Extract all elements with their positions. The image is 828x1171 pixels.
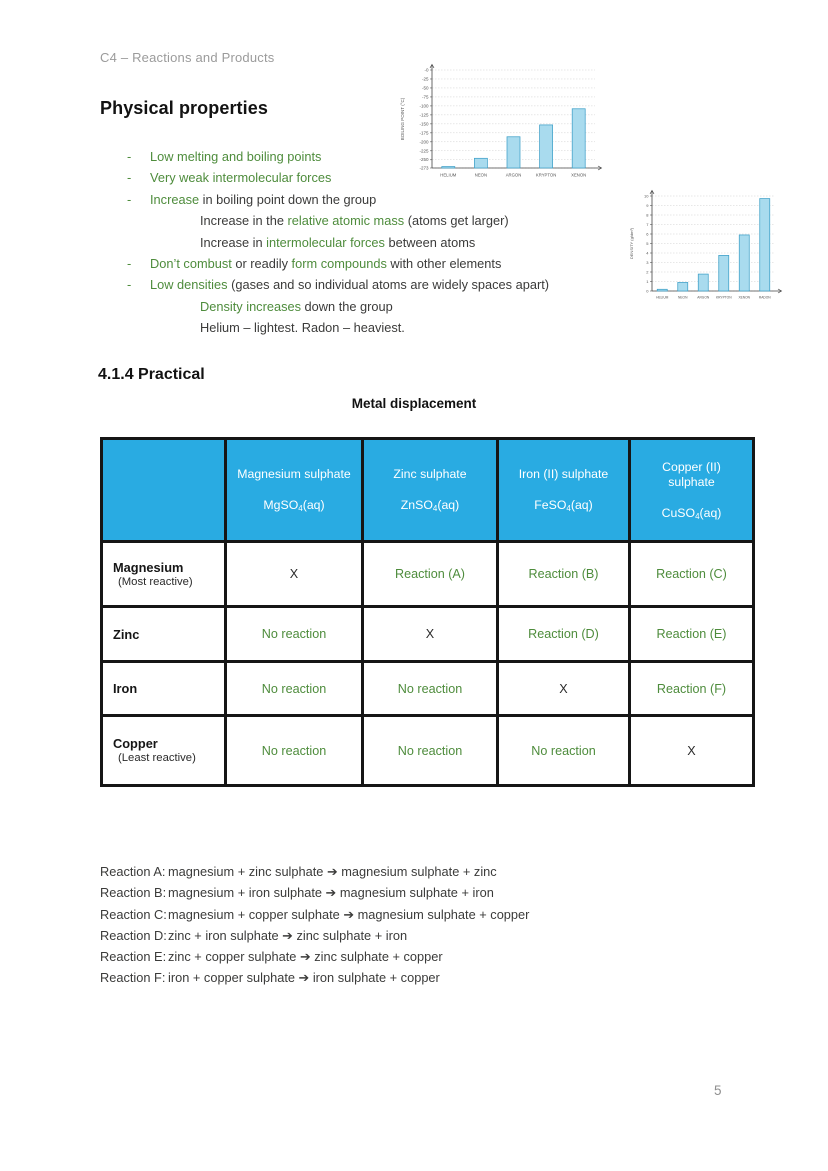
table-header-empty (102, 439, 226, 542)
svg-text:ARGON: ARGON (505, 172, 522, 178)
bullet-item: - Low densities (gases and so individual atoms are widely spaces apart) (100, 274, 549, 295)
bullet-dash: - (127, 191, 132, 207)
table-cell: Reaction (C) (630, 542, 754, 607)
svg-text:6: 6 (646, 231, 649, 237)
formula: ZnSO4(aq) (400, 498, 460, 513)
table-cell: No reaction (363, 662, 498, 716)
reaction-line: Reaction B: magnesium + iron sulphate ➔ magnesium sulphate + iron (100, 885, 494, 901)
svg-text:-50: -50 (421, 85, 429, 91)
formula: FeSO4(aq) (534, 498, 593, 513)
svg-text:4: 4 (646, 250, 649, 256)
svg-text:8: 8 (646, 212, 649, 218)
svg-text:NEON: NEON (678, 295, 688, 300)
table-title: Metal displacement (351, 396, 477, 411)
table-header-zinc-sulphate: Zinc sulphate ZnSO4(aq) (363, 439, 498, 542)
table-cell: No reaction (226, 716, 363, 786)
table-cell: No reaction (226, 662, 363, 716)
formula: MgSO4(aq) (263, 498, 325, 513)
svg-text:2: 2 (646, 269, 649, 275)
section-title-physical-properties: Physical properties (100, 98, 268, 118)
table-header-magnesium-sulphate: Magnesium sulphate MgSO4(aq) (226, 439, 363, 542)
table-header-iron-sulphate: Iron (II) sulphate FeSO4(aq) (498, 439, 630, 542)
svg-text:BOILING POINT (°C): BOILING POINT (°C) (400, 97, 405, 141)
table-cell: No reaction (498, 716, 630, 786)
bullet-dash: - (127, 256, 132, 272)
bullet-subitem: Increase in the relative atomic mass (atoms get larger) (200, 213, 509, 229)
row-label: Zinc (102, 607, 226, 662)
svg-text:-250: -250 (419, 157, 429, 163)
section-title-practical: 4.1.4 Practical (98, 366, 205, 383)
table-cell: No reaction (226, 607, 363, 662)
reaction-line: Reaction E: zinc + copper sulphate ➔ zinc sulphate + copper (100, 949, 443, 965)
bullet-item: - Don’t combust or readily form compounds with other elements (100, 253, 549, 274)
svg-text:7: 7 (646, 222, 649, 227)
bullet-subitem: Density increases down the group (200, 298, 393, 314)
table-row-copper (102, 716, 754, 786)
bullet-item: - Increase in boiling point down the group (100, 189, 549, 210)
density-bar-chart (627, 187, 787, 310)
reaction-line: Reaction A: magnesium + zinc sulphate ➔ magnesium sulphate + zinc (100, 864, 497, 879)
svg-text:-150: -150 (419, 121, 429, 127)
bullet-dash: - (127, 277, 132, 293)
svg-text:-0: -0 (424, 67, 429, 73)
table-cell: Reaction (A) (363, 542, 498, 607)
page-number: 5 (714, 1083, 722, 1098)
row-label: Iron (102, 662, 226, 716)
reaction-line: Reaction C:magnesium + copper sulphate ➔ magnesium sulphate + copper (100, 906, 530, 922)
svg-text:NEON: NEON (474, 172, 488, 178)
svg-text:ARGON: ARGON (697, 295, 710, 300)
svg-text:-25: -25 (421, 76, 429, 82)
svg-text:RADON: RADON (758, 295, 771, 300)
table-header-row (102, 439, 754, 542)
table-cell: X (630, 716, 754, 786)
formula: CuSO4(aq) (661, 505, 722, 521)
svg-text:-125: -125 (419, 112, 429, 118)
table-cell: Reaction (B) (498, 542, 630, 607)
bullet-item: - Very weak intermolecular forces (100, 167, 549, 188)
svg-text:DENSITY (g/dm³): DENSITY (g/dm³) (629, 227, 634, 260)
svg-text:XENON: XENON (738, 295, 751, 300)
table-cell: Reaction (F) (630, 662, 754, 716)
bullet-dash: - (127, 170, 132, 186)
svg-text:-225: -225 (419, 148, 429, 154)
svg-text:HELIUM: HELIUM (656, 295, 669, 300)
table-cell: Reaction (D) (498, 607, 630, 662)
svg-text:-75: -75 (421, 94, 429, 100)
svg-text:5: 5 (646, 241, 649, 246)
svg-text:-100: -100 (419, 103, 429, 109)
reaction-line: Reaction F: iron + copper sulphate ➔ iron sulphate + copper (100, 970, 440, 986)
document-header: C4 – Reactions and Products (100, 50, 275, 65)
boiling-point-bar-chart (398, 57, 613, 190)
table-row-zinc (102, 607, 754, 662)
svg-text:HELIUM: HELIUM (440, 172, 457, 178)
table-cell: X (226, 542, 363, 607)
table-cell: No reaction (363, 716, 498, 786)
svg-text:-175: -175 (419, 130, 429, 136)
svg-text:XENON: XENON (571, 172, 587, 178)
table-row-iron (102, 662, 754, 716)
svg-text:KRYPTON: KRYPTON (715, 295, 732, 300)
row-label: Magnesium (Most reactive) (102, 542, 226, 607)
bullet-dash: - (127, 149, 132, 164)
metal-displacement-table (100, 437, 755, 787)
svg-text:1: 1 (646, 279, 649, 284)
svg-text:0: 0 (646, 288, 649, 294)
table-cell: Reaction (E) (630, 607, 754, 662)
svg-text:9: 9 (646, 203, 649, 208)
bullet-item: - Low melting and boiling points (100, 146, 549, 167)
table-row-magnesium (102, 542, 754, 607)
bullet-subitem: Increase in intermolecular forces between atoms (200, 234, 476, 250)
svg-text:3: 3 (646, 260, 649, 265)
svg-text:-200: -200 (419, 139, 429, 145)
row-label: Copper (Least reactive) (102, 716, 226, 786)
table-header-copper-sulphate: Copper (II) sulphate CuSO4(aq) (630, 439, 754, 542)
reaction-line: Reaction D:zinc + iron sulphate ➔ zinc sulphate + iron (100, 927, 408, 943)
reaction-list (100, 861, 529, 989)
svg-text:KRYPTON: KRYPTON (535, 172, 557, 178)
svg-text:10: 10 (644, 193, 649, 199)
table-cell: X (363, 607, 498, 662)
bullet-subitem: Helium – lightest. Radon – heaviest. (200, 320, 405, 336)
table-cell: X (498, 662, 630, 716)
svg-text:-273: -273 (419, 165, 429, 171)
